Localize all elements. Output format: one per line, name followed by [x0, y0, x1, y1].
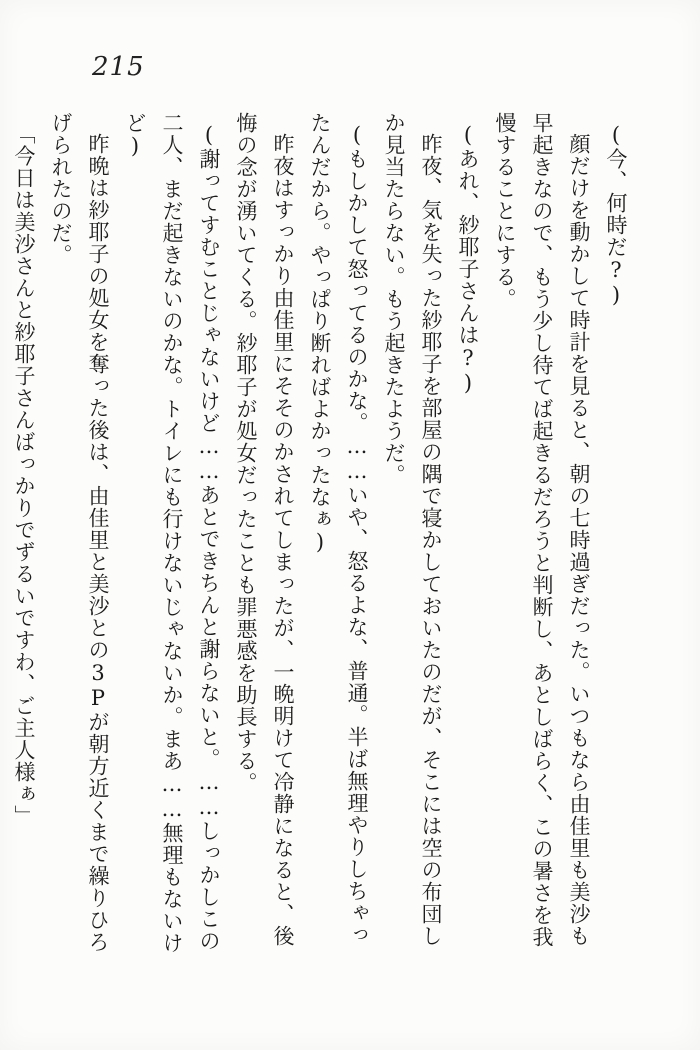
paragraph-narration-4: 昨晩は紗耶子の処女を奪った後は、由佳里と美沙との3Pが朝方近くまで繰りひろげられたのだ。	[49, 112, 110, 953]
novel-text-block	[5, 112, 634, 962]
paragraph-thought-1: (今、何時だ?)	[604, 122, 628, 308]
paragraph-thought-3: (もしかして怒ってるのかな。……いや、怒るよな、普通。半ば無理やりしちゃったんだから。やっぱり断ればよかったなぁ)	[308, 112, 369, 946]
paragraph-thought-4: (謝ってすむことじゃないけど……あとできちんと謝らないと。……しっかしこの二人、まだ起きないのかな。トイレにも行けないじゃないか。まあ……無理もないけど)	[123, 112, 221, 954]
paragraph-narration-3: 昨夜はすっかり由佳里にそそのかされてしまったが、一晩明けて冷静になると、後悔の念が湧いてくる。紗耶子が処女だったことも罪悪感を助長する。	[234, 112, 295, 947]
paragraph-narration-1: 顔だけを動かして時計を見ると、朝の七時過ぎだった。いつもなら由佳里も美沙も早起きなので、もう少し待てば起きるだろうと判断し、あとしばらく、この暑さを我慢することにする。	[493, 112, 591, 948]
paragraph-narration-2: 昨夜、気を失った紗耶子を部屋の隅で寝かしておいたのだが、そこには空の布団しか見当たらない。もう起きたようだ。	[382, 112, 443, 947]
paragraph-dialogue-1: 「今日は美沙さんと紗耶子さんばっかりでずるいですわ、ご主人様ぁ」	[12, 122, 36, 827]
paragraph-thought-2: (あれ、紗耶子さんは?)	[456, 122, 480, 396]
page-number: 215	[92, 52, 145, 82]
